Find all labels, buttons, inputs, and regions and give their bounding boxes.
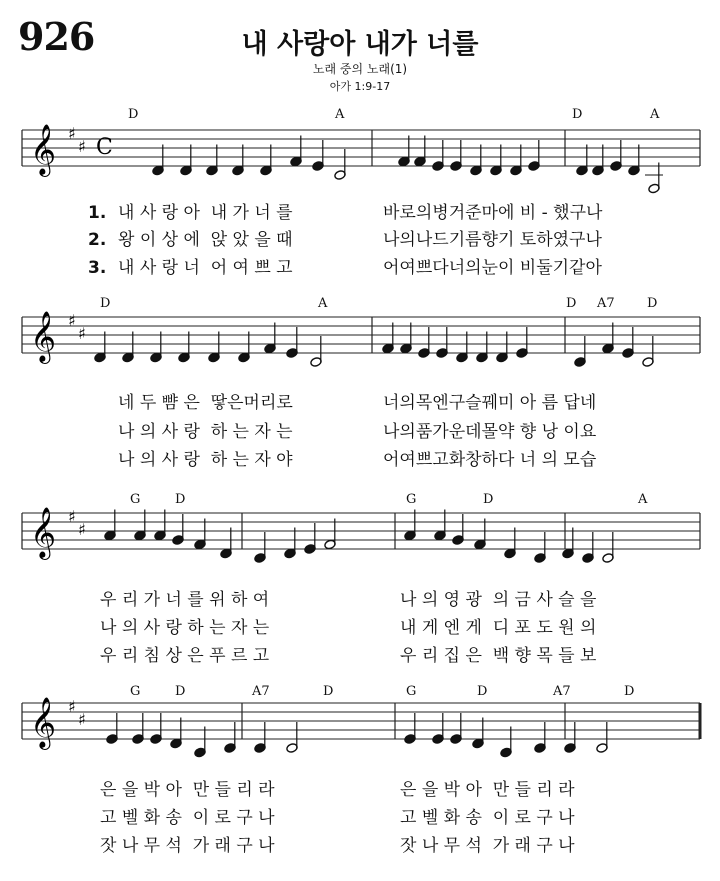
chord-symbol: G (406, 684, 417, 699)
sharp-icon: ♯ (68, 124, 76, 143)
hymn-number: 926 (18, 14, 95, 59)
chord-symbol: D (175, 492, 186, 507)
treble-clef-icon: 𝄞 (30, 697, 57, 748)
lyric-segment: 나의나드기름향기 토하였구나 (383, 230, 602, 250)
chord-symbol: D (566, 296, 577, 311)
lyric-segment: 너의목엔구슬꿰미 아 름 답네 (383, 393, 597, 413)
chord-symbol: A7 (252, 684, 270, 699)
staff-system-2 (22, 311, 700, 367)
lyric-segment: 나 의 사 랑 하 는 자 야 (118, 450, 293, 470)
chord-symbol: G (406, 492, 417, 507)
chord-symbol: A (335, 107, 345, 122)
song-title: 내 사랑아 내가 너를 (241, 29, 479, 60)
verse-number: 1. (88, 203, 107, 223)
chord-symbol: D (175, 684, 186, 699)
sharp-icon: ♯ (78, 324, 86, 343)
lyric-segment: 우 리 집 은 백 향 목 들 보 (400, 646, 597, 666)
verse-number: 3. (88, 258, 107, 278)
chord-symbol: A (318, 296, 328, 311)
chord-symbol: D (572, 107, 583, 122)
verse-number: 2. (88, 230, 107, 250)
lyric-segment: 우 리 침 상 은 푸 르 고 (100, 646, 270, 666)
sharp-icon: ♯ (68, 697, 76, 716)
lyric-segment: 어여쁘고화창하다 너 의 모습 (383, 450, 597, 470)
chord-symbol: D (128, 107, 139, 122)
treble-clef-icon: 𝄞 (30, 124, 57, 175)
chord-symbol: A (650, 107, 660, 122)
lyric-segment: 잣 나 무 석 가 래 구 나 (400, 836, 575, 856)
treble-clef-icon: 𝄞 (30, 507, 57, 558)
chord-symbol: D (100, 296, 111, 311)
lyric-segment: 내 사 랑 아 내 가 너 를 (118, 203, 293, 223)
lyric-segment: 왕 이 상 에 앉 았 을 때 (118, 230, 293, 250)
chord-symbol: G (130, 492, 141, 507)
lyric-segment: 은 을 박 아 만 들 리 라 (400, 780, 575, 800)
lyric-segment: 나의품가운데몰약 향 낭 이요 (383, 422, 597, 442)
lyric-segment: 고 벨 화 송 이 로 구 나 (400, 808, 575, 828)
lyric-segment: 어여쁘다너의눈이 비둘기같아 (383, 258, 602, 278)
lyric-segment: 네 두 뺨 은 땋은머리로 (118, 393, 293, 413)
sharp-icon: ♯ (78, 137, 86, 156)
staff-system-1 (22, 124, 700, 194)
chord-symbol: A (638, 492, 648, 507)
lyric-segment: 내 게 엔 게 디 포 도 원 의 (400, 618, 597, 638)
sharp-icon: ♯ (78, 710, 86, 729)
scripture-reference: 아가 1:9-17 (329, 80, 391, 93)
lyric-segment: 나 의 영 광 의 금 사 슬 을 (400, 590, 597, 610)
chord-symbol: D (323, 684, 334, 699)
chord-symbol: A7 (597, 296, 615, 311)
lyric-segment: 내 사 랑 너 어 여 쁘 고 (118, 258, 293, 278)
sharp-icon: ♯ (68, 311, 76, 330)
chord-symbol: A7 (553, 684, 571, 699)
sharp-icon: ♯ (68, 507, 76, 526)
chord-symbol: G (130, 684, 141, 699)
lyric-segment: 나 의 사 랑 하 는 자 는 (100, 618, 270, 638)
lyric-segment: 나 의 사 랑 하 는 자 는 (118, 422, 293, 442)
chord-symbol: D (647, 296, 658, 311)
song-subtitle: 노래 중의 노래(1) (312, 62, 408, 76)
lyric-segment: 잣 나 무 석 가 래 구 나 (100, 836, 275, 856)
chord-symbol: D (624, 684, 635, 699)
common-time-icon: C (96, 135, 113, 160)
lyric-segment: 고 벨 화 송 이 로 구 나 (100, 808, 275, 828)
lyric-segment: 바로의병거준마에 비 - 했구나 (383, 203, 603, 223)
treble-clef-icon: 𝄞 (30, 311, 57, 362)
lyric-segment: 은 을 박 아 만 들 리 라 (100, 780, 275, 800)
lyric-segment: 우 리 가 너 를 위 하 여 (100, 590, 270, 610)
sharp-icon: ♯ (78, 520, 86, 539)
staff-system-4 (22, 697, 700, 758)
chord-symbol: D (477, 684, 488, 699)
chord-symbol: D (483, 492, 494, 507)
staff-system-3 (22, 507, 700, 563)
